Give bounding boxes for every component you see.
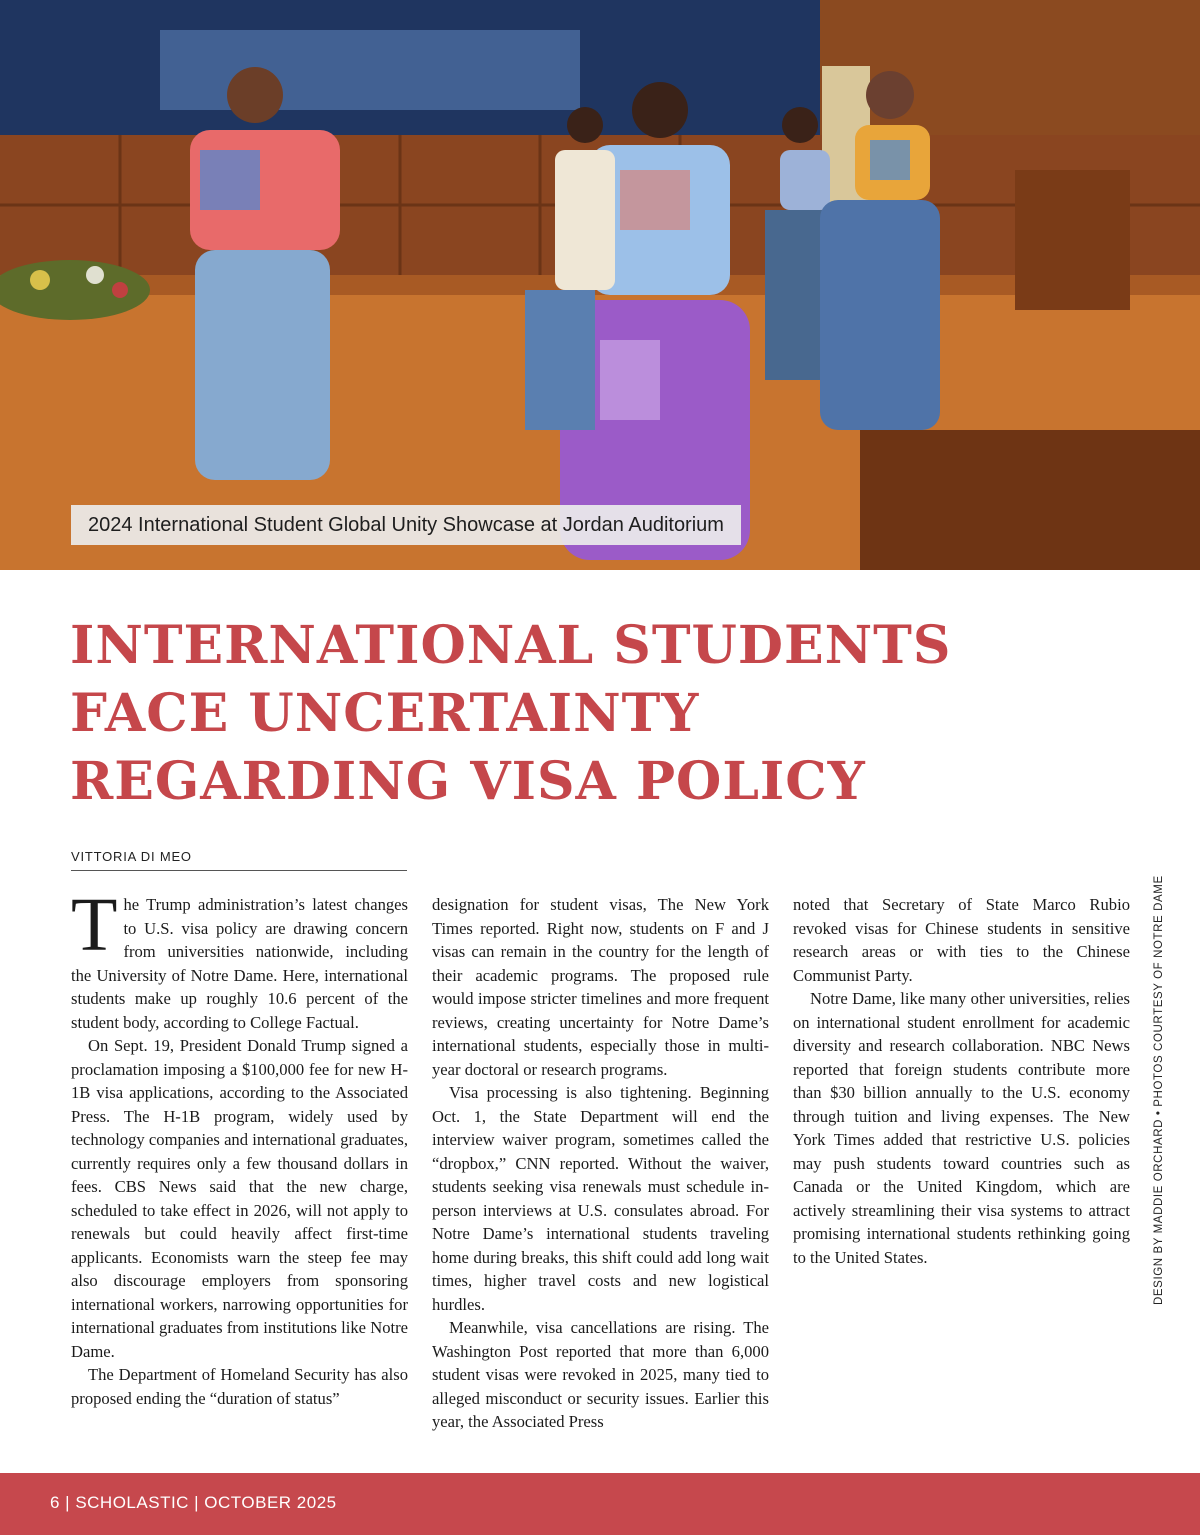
paragraph-text: he Trump administration’s latest changes to U.S. visa policy are drawing concern from universities nationwide, including the University of Notre Dame. Here, international students make up roughly 10.6 percent of the student body, according to College Factual. bbox=[71, 895, 408, 1032]
paragraph: Meanwhile, visa cancellations are rising. The Washington Post reported that more than 6,000 student visas were revoked in 2025, many tied to alleged misconduct or security issues. Earlier this year, the Associated Press bbox=[432, 1318, 769, 1431]
paragraph: noted that Secretary of State Marco Rubio revoked visas for Chinese students in sensitive research areas or with ties to the Chinese Communist Party. bbox=[793, 895, 1130, 985]
paragraph: The Department of Homeland Security has also proposed ending the “duration of status” bbox=[71, 1365, 408, 1408]
headline-line-3: REGARDING VISA POLICY bbox=[70, 751, 866, 812]
paragraph: On Sept. 19, President Donald Trump signed a proclamation imposing a $100,000 fee for new H-1B visa applications, according to the Associated Press. The H-1B program, widely used by technology companies and international graduates, currently requires only a few thousand dollars in fees. CBS News said that the new charge, scheduled to take effect in 2026, will not apply to renewals but could heavily affect first-time applicants. Economists warn the steep fee may also discourage employers from sponsoring international workers, narrowing opportunities for international graduates from institutions like Notre Dame. bbox=[71, 1036, 408, 1361]
drop-cap: T bbox=[71, 883, 118, 967]
hero-photo bbox=[0, 0, 1200, 570]
page-footer bbox=[0, 1473, 1200, 1535]
paragraph: designation for student visas, The New York Times reported. Right now, students on F and J visas can remain in the country for the length of their academic programs. The proposed rule would impose stricter timelines and more frequent reviews, creating uncertainty for Notre Dame’s international students, especially those in multi-year doctoral or research programs. bbox=[432, 895, 769, 1079]
folio: 6 | SCHOLASTIC | OCTOBER 2025 bbox=[50, 1493, 337, 1512]
paragraph bbox=[71, 883, 408, 1034]
design-photo-credit: DESIGN BY MADDIE ORCHARD • PHOTOS COURTESY OF NOTRE DAME bbox=[1153, 875, 1165, 1305]
headline-line-2: FACE UNCERTAINTY bbox=[70, 683, 700, 744]
article-column-2 bbox=[432, 893, 769, 1434]
photo-caption: 2024 International Student Global Unity Showcase at Jordan Auditorium bbox=[71, 505, 741, 545]
author-byline: VITTORIA DI MEO bbox=[71, 849, 407, 871]
headline-line-1: INTERNATIONAL STUDENTS bbox=[70, 615, 952, 676]
dance-performance-illustration bbox=[0, 0, 1200, 570]
paragraph: Visa processing is also tightening. Beginning Oct. 1, the State Department will end the interview waiver program, sometimes called the “dropbox,” CNN reported. Without the waiver, students seeking visa renewals must schedule in-person interviews at U.S. consulates abroad. For Notre Dame’s international students traveling home during breaks, this shift could add long wait times, higher travel costs and new logistical hurdles. bbox=[432, 1083, 769, 1314]
article-column-3 bbox=[793, 893, 1130, 1269]
article-column-1 bbox=[71, 883, 408, 1410]
paragraph: Notre Dame, like many other universities, relies on international student enrollment for academic diversity and research collaboration. NBC News reported that foreign students contribute more than $30 billion annually to the U.S. economy through tuition and living expenses. The New York Times added that restrictive U.S. policies may push students toward countries such as Canada or the United Kingdom, which are actively streamlining their visa systems to attract promising international students rethinking going to the United States. bbox=[793, 989, 1130, 1267]
article-headline bbox=[70, 612, 1070, 816]
